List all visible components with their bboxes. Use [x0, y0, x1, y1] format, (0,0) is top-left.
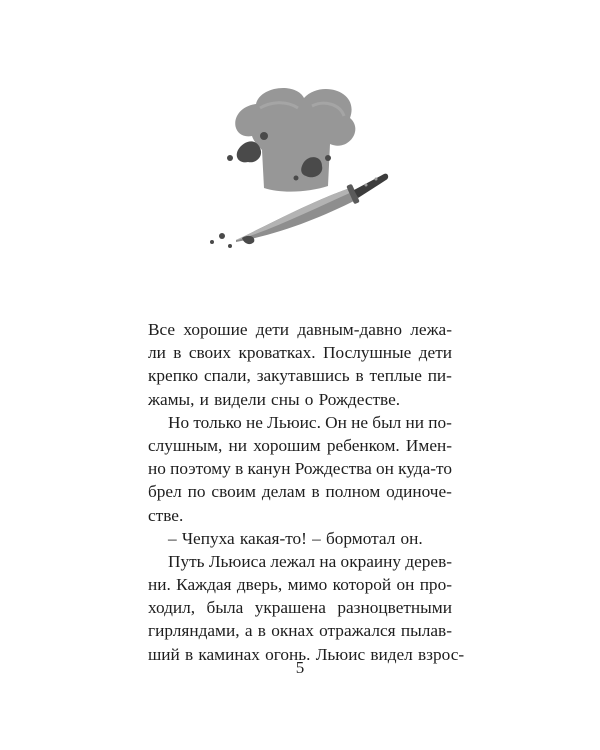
paragraph-line: брел по своим делам в полном одиноче- — [148, 482, 452, 502]
paragraph-line: ни. Каждая дверь, мимо которой он про- — [148, 575, 452, 595]
paragraph-line: но поэтому в канун Рождества он куда-то — [148, 459, 452, 479]
paragraph-line: ходил, была украшена разноцветными — [148, 598, 452, 618]
page-number: 5 — [295, 658, 305, 677]
story-text — [148, 318, 465, 666]
illustration — [200, 78, 390, 268]
paragraph-line: Путь Льюиса лежал на окраину дерев- — [168, 551, 452, 571]
paragraph-line: слушным, ни хорошим ребенком. Имен- — [148, 435, 452, 455]
paragraph-line: крепко спали, закутавшись в теплые пи- — [148, 366, 452, 386]
paragraph-line: стве. — [148, 505, 184, 525]
paragraph-line: Все хорошие дети давным-давно лежа- — [148, 320, 452, 339]
stain-left — [237, 141, 261, 162]
paragraph-line: ший в каминах огонь. Льюис видел взрос- — [148, 644, 465, 664]
paragraph-line: Но только не Льюис. Он не был ни по- — [168, 412, 452, 432]
paragraph-line: – Чепуха какая-то! – бормотал он. — [168, 528, 423, 548]
paragraph-line: ли в своих кроватках. Послушные дети — [148, 343, 452, 363]
paragraph-line: жамы, и видели сны о Рождестве. — [148, 389, 401, 409]
paragraph-line: гирляндами, а в окнах отражался пылав- — [148, 621, 452, 641]
chef-hat-icon — [227, 88, 355, 192]
